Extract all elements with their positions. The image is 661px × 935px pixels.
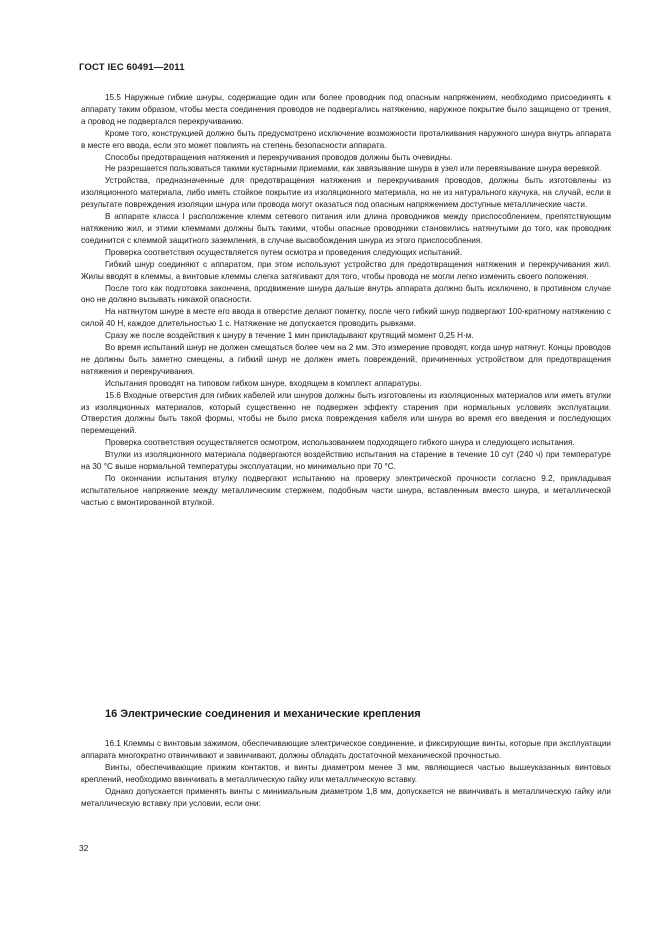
paragraph: В аппарате класса I расположение клемм сетевого питания или длина проводников между приспособлением, препятствующим натяжению жил, и этими клеммами должны быть такими, чтобы опасные проводники становились натянутыми до того, как проводник соединится с клеммой защитного заземления, в случае высвобождения шнура из этого приспособления. (81, 212, 611, 245)
paragraph: После того как подготовка закончена, продвижение шнура дальше внутрь аппарата должно быть исключено, в противном случае оно не должно вызывать никакой опасности. (81, 283, 611, 305)
paragraph: По окончании испытания втулку подвергают испытанию на проверку электрической прочности согласно 9.2, прикладывая испытательное напряжение между металлическим стержнем, подобным части шнура, вставленным вместо шнура, и металлической частью с вмонтированной втулкой. (81, 474, 611, 507)
paragraph: Сразу же после воздействия к шнуру в течение 1 мин прикладывают крутящий момент 0,25 Н·м. (105, 331, 474, 341)
clause-15-body (81, 92, 611, 509)
paragraph: 15.6 Входные отверстия для гибких кабелей или шнуров должны быть изготовлены из изоляционных материалов или иметь втулки из изоляционных материалов, который существенно не подвержен эффекту старения при нормальных условиях эксплуатации. Отверстия должны быть такой формы, чтобы не было риска повреждения кабеля или шнура во время его введения и последующих перемещений. (81, 390, 611, 436)
paragraph: Испытания проводят на типовом гибком шнуре, входящем в комплект аппаратуры. (105, 378, 422, 388)
paragraph: Проверка соответствия осуществляется путем осмотра и проведения следующих испытаний. (105, 247, 463, 257)
paragraph: 16.1 Клеммы с винтовым зажимом, обеспечивающие электрическое соединение, и фиксирующие винты, которые при эксплуатации аппарата многократно отвинчивают и завинчивают, должны обладать достаточной механической прочностью. (81, 739, 611, 760)
clause-16-body (81, 738, 611, 809)
paragraph: Не разрешается пользоваться такими кустарными приемами, как завязывание шнура в узел или перевязывание шнура веревкой. (105, 164, 602, 174)
document-header: ГОСТ IEC 60491—2011 (79, 62, 185, 73)
page-number: 32 (79, 843, 89, 853)
paragraph: На натянутом шнуре в месте его ввода в отверстие делают пометку, после чего гибкий шнур подвергают 100-кратному натяжению с силой 40 Н, каждое длительностью 1 с. Натяжение не допускается проводить рывками. (81, 307, 611, 329)
paragraph: Втулки из изоляционного материала подвергаются воздействию испытания на старение в течение 10 сут (240 ч) при температуре на 30 °С выше нормальной температуры эксплуатации, но минимально при 70 °С. (81, 450, 611, 472)
paragraph: Кроме того, конструкцией должно быть предусмотрено исключение возможности проталкивания наружного шнура внутрь аппарата в месте его ввода, если это может повлиять на степень безопасности аппарата. (81, 128, 611, 150)
paragraph: Гибкий шнур соединяют с аппаратом, при этом используют устройство для предотвращения натяжения и перекручивания жил. Жилы вводят в клеммы, а винтовые клеммы слегка затягивают для того, чтобы провода не могли легко изменить своего положения. (81, 259, 611, 281)
section-16-title: 16 Электрические соединения и механические крепления (105, 708, 421, 720)
paragraph: 15.5 Наружные гибкие шнуры, содержащие один или более проводник под опасным напряжением, необходимо присоединять к аппарату таким образом, чтобы места соединения проводов не подвергались натяжению, наружное покрытие было защищено от трения, а провод не подвергался перекручиванию. (81, 93, 611, 126)
paragraph: Однако допускается применять винты с минимальным диаметром 1,8 мм, допускается не ввинчивать в металлическую гайку или металлическую вставку при условии, если они: (81, 786, 611, 808)
paragraph: Винты, обеспечивающие прижим контактов, и винты диаметром менее 3 мм, являющиеся частью вышеуказанных винтовых креплений, необходимо ввинчивать в металлическую гайку или металлическую вставку. (81, 762, 611, 784)
paragraph: Во время испытаний шнур не должен смещаться более чем на 2 мм. Это измерение проводят, когда шнур натянут. Концы проводов не должны быть заметно смещены, а гибкий шнур не должен иметь повреждений, причиненных устройством для предотвращения натяжения и перекручивания. (81, 343, 611, 376)
paragraph: Проверка соответствия осуществляется осмотром, использованием подходящего гибкого шнура и следующего испытания. (105, 438, 575, 448)
paragraph: Устройства, предназначенные для предотвращения натяжения и перекручивания проводов, должны быть изготовлены из изоляционного материала, либо иметь стойкое покрытие из изоляционного материала, но не из натурального каучука, на случай, если в результате повреждения изоляции шнура или провода могут оказаться под опасным напряжением доступные металлические части. (81, 176, 611, 210)
paragraph: Способы предотвращения натяжения и перекручивания проводов должны быть очевидны. (105, 152, 453, 162)
